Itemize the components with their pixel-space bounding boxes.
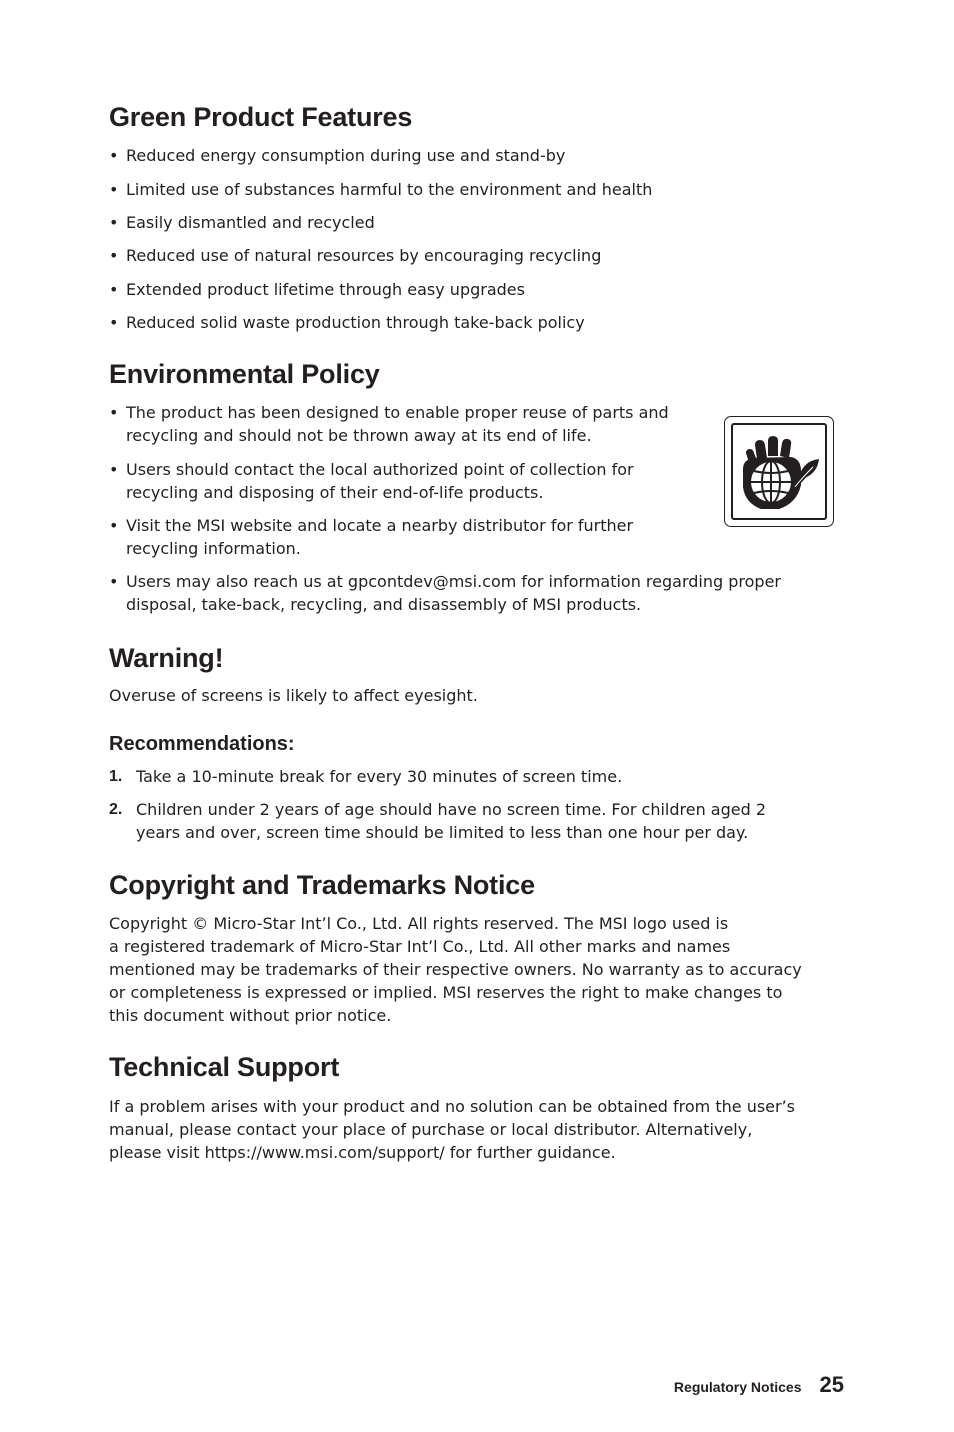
recommendations-heading: Recommendations: bbox=[109, 733, 295, 755]
page-footer bbox=[674, 1372, 844, 1398]
environmental-policy-heading: Environmental Policy bbox=[109, 359, 380, 389]
page-number: 25 bbox=[819, 1372, 844, 1397]
footer-section-label: Regulatory Notices bbox=[673, 1379, 802, 1395]
recycling-hand-globe-icon bbox=[724, 416, 834, 527]
warning-heading: Warning! bbox=[109, 643, 224, 673]
copyright-heading: Copyright and Trademarks Notice bbox=[109, 870, 535, 900]
green-features-heading: Green Product Features bbox=[109, 102, 413, 132]
copyright-text: Copyright © Micro-Star Int’l Co., Ltd. All rights reserved. The MSI logo used is a registered trademark of Micro-Star Int’l Co., Ltd. All other marks and names mentioned may be trademarks of their respective owners. No warranty as to accuracy or completeness is expressed or implied. MSI reserves the right to make changes to this document without prior notice. bbox=[109, 914, 802, 1025]
support-text: If a problem arises with your product and no solution can be obtained from the user’s manual, please contact your place of purchase or local distributor. Alternatively, please visit https://www.msi.com/support/ for further guidance. bbox=[109, 1097, 796, 1162]
warning-text: Overuse of screens is likely to affect eyesight. bbox=[109, 686, 478, 705]
technical-support-heading: Technical Support bbox=[109, 1052, 340, 1082]
